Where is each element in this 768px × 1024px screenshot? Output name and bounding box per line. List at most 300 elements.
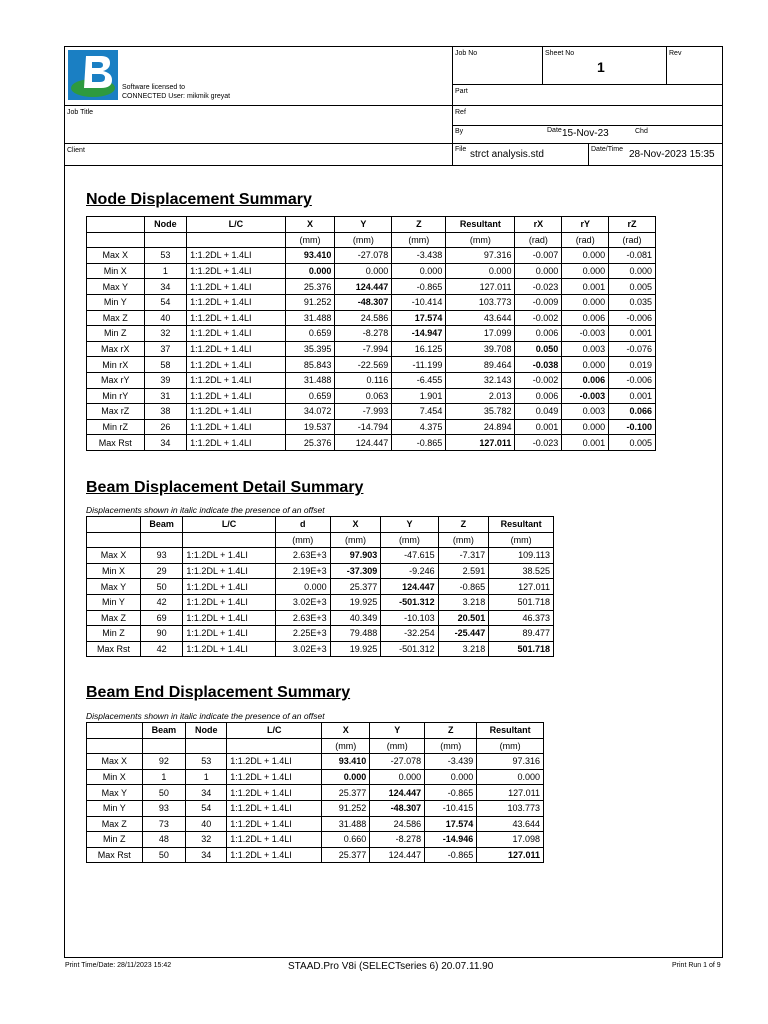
client-label: Client [67, 147, 85, 154]
table-cell: 39 [144, 372, 186, 388]
table-cell: 34 [186, 847, 227, 863]
table-cell: 29 [140, 563, 182, 579]
header-divider [542, 47, 543, 85]
table-cell: 1:1.2DL + 1.4LI [227, 785, 322, 801]
table-cell: -7.317 [438, 548, 489, 564]
row-label: Max Y [87, 785, 143, 801]
table-cell: 25.377 [322, 847, 370, 863]
table-cell: 16.125 [392, 341, 446, 357]
table-row [87, 548, 554, 564]
column-header: Resultant [489, 517, 554, 533]
row-label: Min X [87, 263, 145, 279]
column-header: Y [335, 217, 392, 233]
table-cell: -0.007 [515, 248, 562, 264]
row-label: Min rX [87, 357, 145, 373]
table-cell: 0.000 [562, 248, 609, 264]
table-cell: 0.050 [515, 341, 562, 357]
table-cell: 3.218 [438, 594, 489, 610]
table-cell: 0.001 [562, 279, 609, 295]
header-row [87, 517, 554, 533]
table-cell: 1:1.2DL + 1.4LI [187, 435, 286, 451]
table-row [87, 847, 544, 863]
table-cell: 54 [186, 800, 227, 816]
column-header: L/C [187, 217, 286, 233]
table-cell: 1 [144, 263, 186, 279]
unit-cell: (rad) [562, 232, 609, 248]
table-cell: 2.19E+3 [275, 563, 330, 579]
table-cell: 43.644 [477, 816, 544, 832]
table-cell: 43.644 [446, 310, 515, 326]
table-row [87, 594, 554, 610]
table-row [87, 341, 656, 357]
table-cell: -0.009 [515, 294, 562, 310]
table-row [87, 626, 554, 642]
unit-cell: (mm) [489, 532, 554, 548]
table-cell: 0.116 [335, 372, 392, 388]
table-row [87, 263, 656, 279]
unit-cell [144, 232, 186, 248]
table-cell: -0.038 [515, 357, 562, 373]
table-cell: 17.099 [446, 326, 515, 342]
table-cell: 1:1.2DL + 1.4LI [183, 548, 275, 564]
table-cell: 34 [144, 435, 186, 451]
unit-cell [186, 738, 227, 754]
table-cell: 1:1.2DL + 1.4LI [227, 769, 322, 785]
row-label: Min Z [87, 626, 141, 642]
unit-cell [87, 532, 141, 548]
table-row [87, 357, 656, 373]
table-cell: -25.447 [438, 626, 489, 642]
table-cell: 92 [142, 754, 186, 770]
table-cell: -7.994 [335, 341, 392, 357]
row-label: Max X [87, 248, 145, 264]
table-cell: -47.615 [381, 548, 438, 564]
table-cell: 1:1.2DL + 1.4LI [187, 263, 286, 279]
table-cell: 31 [144, 388, 186, 404]
table-cell: -0.002 [515, 310, 562, 326]
table-cell: 17.574 [392, 310, 446, 326]
column-header [87, 217, 145, 233]
unit-cell [87, 232, 145, 248]
header-row [87, 217, 656, 233]
table-cell: -0.865 [392, 279, 446, 295]
table-cell: -0.081 [609, 248, 656, 264]
table-cell: -14.947 [392, 326, 446, 342]
table-cell: 127.011 [446, 435, 515, 451]
chd-label: Chd [635, 128, 648, 135]
unit-cell: (mm) [477, 738, 544, 754]
table-cell: 3.02E+3 [275, 641, 330, 657]
table-cell: 2.013 [446, 388, 515, 404]
table-cell: -32.254 [381, 626, 438, 642]
table-cell: 0.000 [285, 263, 335, 279]
date-value: 15-Nov-23 [562, 128, 609, 139]
column-header: Z [392, 217, 446, 233]
table-cell: 0.005 [609, 279, 656, 295]
date-label: Date [547, 127, 562, 134]
table-cell: 54 [144, 294, 186, 310]
table-cell: 1:1.2DL + 1.4LI [227, 800, 322, 816]
table-cell: 1:1.2DL + 1.4LI [187, 294, 286, 310]
table-cell: 0.000 [562, 263, 609, 279]
table-cell: 50 [142, 785, 186, 801]
column-header: Z [425, 723, 477, 739]
row-label: Min Y [87, 294, 145, 310]
table-cell: 53 [144, 248, 186, 264]
table-cell: 89.477 [489, 626, 554, 642]
row-label: Min X [87, 563, 141, 579]
file-label: File [455, 146, 467, 153]
table-cell: 19.925 [330, 594, 381, 610]
column-header: X [285, 217, 335, 233]
unit-cell: (mm) [446, 232, 515, 248]
table-cell: 0.000 [425, 769, 477, 785]
table-cell: 79.488 [330, 626, 381, 642]
table-cell: 1:1.2DL + 1.4LI [187, 310, 286, 326]
table-cell: 1:1.2DL + 1.4LI [183, 641, 275, 657]
column-header: d [275, 517, 330, 533]
table-cell: -8.278 [335, 326, 392, 342]
table-cell: 1:1.2DL + 1.4LI [183, 594, 275, 610]
table-cell: 0.006 [515, 326, 562, 342]
table-cell: 69 [140, 610, 182, 626]
header-divider [65, 143, 722, 144]
bentley-logo-icon [68, 50, 118, 100]
unit-cell: (mm) [330, 532, 381, 548]
job-no-label: Job No [455, 50, 478, 57]
row-label: Max rZ [87, 404, 145, 420]
table-row [87, 326, 656, 342]
table-cell: 31.488 [285, 310, 335, 326]
row-label: Min Z [87, 326, 145, 342]
table-cell: 1:1.2DL + 1.4LI [227, 832, 322, 848]
table-cell: 0.000 [515, 263, 562, 279]
table-cell: 127.011 [489, 579, 554, 595]
table-cell: 501.718 [489, 641, 554, 657]
table-cell: 2.25E+3 [275, 626, 330, 642]
row-label: Max rX [87, 341, 145, 357]
table-cell: 32.143 [446, 372, 515, 388]
table-cell: -0.023 [515, 279, 562, 295]
table-cell: 0.006 [562, 372, 609, 388]
table-cell: 1:1.2DL + 1.4LI [187, 419, 286, 435]
sheet-no-value: 1 [597, 59, 605, 75]
table-cell: 38.525 [489, 563, 554, 579]
table-cell: 0.049 [515, 404, 562, 420]
header-divider [452, 125, 722, 126]
row-label: Min rY [87, 388, 145, 404]
table-row [87, 610, 554, 626]
table-cell: 93.410 [322, 754, 370, 770]
table-cell: 32 [186, 832, 227, 848]
unit-cell: (mm) [322, 738, 370, 754]
row-label: Min rZ [87, 419, 145, 435]
column-header: Z [438, 517, 489, 533]
table-cell: -14.794 [335, 419, 392, 435]
column-header [87, 723, 143, 739]
table-cell: 0.000 [562, 357, 609, 373]
table-cell: 19.925 [330, 641, 381, 657]
table-cell: -0.006 [609, 310, 656, 326]
table-cell: 24.894 [446, 419, 515, 435]
header-divider [588, 143, 589, 165]
table-cell: 103.773 [477, 800, 544, 816]
row-label: Max Rst [87, 435, 145, 451]
table-cell: 0.001 [609, 388, 656, 404]
row-label: Max Z [87, 816, 143, 832]
report-page [64, 46, 723, 958]
table-cell: 3.02E+3 [275, 594, 330, 610]
table-cell: 93 [140, 548, 182, 564]
table-cell: 127.011 [477, 785, 544, 801]
column-header: X [330, 517, 381, 533]
rev-label: Rev [669, 50, 682, 57]
table-cell: 1:1.2DL + 1.4LI [183, 626, 275, 642]
table-cell: -9.246 [381, 563, 438, 579]
table-cell: 0.006 [515, 388, 562, 404]
table-cell: 90 [140, 626, 182, 642]
table-cell: 2.63E+3 [275, 548, 330, 564]
table-cell: -7.993 [335, 404, 392, 420]
table-row [87, 310, 656, 326]
table-cell: 93 [142, 800, 186, 816]
table-cell: 48 [142, 832, 186, 848]
table-cell: -0.003 [562, 326, 609, 342]
unit-cell: (mm) [392, 232, 446, 248]
job-title-label: Job Title [67, 109, 94, 116]
table-cell: 97.316 [446, 248, 515, 264]
table-cell: 0.659 [285, 326, 335, 342]
column-header: Resultant [446, 217, 515, 233]
table-cell: 91.252 [322, 800, 370, 816]
table-cell: 1:1.2DL + 1.4LI [187, 388, 286, 404]
table-cell: 1 [142, 769, 186, 785]
table-cell: 32 [144, 326, 186, 342]
table-cell: 46.373 [489, 610, 554, 626]
unit-cell [183, 532, 275, 548]
table-cell: 1:1.2DL + 1.4LI [187, 341, 286, 357]
unit-cell: (mm) [275, 532, 330, 548]
table-cell: 1.901 [392, 388, 446, 404]
table-cell: 1:1.2DL + 1.4LI [183, 610, 275, 626]
row-label: Max Rst [87, 847, 143, 863]
table-cell: 0.001 [562, 435, 609, 451]
table-cell: 1:1.2DL + 1.4LI [183, 579, 275, 595]
unit-cell: (mm) [425, 738, 477, 754]
table-cell: 24.586 [370, 816, 425, 832]
table-row [87, 800, 544, 816]
beam-detail-title: Beam Displacement Detail Summary [86, 479, 364, 496]
table-cell: 40 [144, 310, 186, 326]
table-cell: 19.537 [285, 419, 335, 435]
part-label: Part [455, 88, 468, 95]
table-cell: 109.113 [489, 548, 554, 564]
table-cell: 127.011 [477, 847, 544, 863]
table-row [87, 248, 656, 264]
table-cell: -48.307 [335, 294, 392, 310]
unit-cell: (mm) [335, 232, 392, 248]
unit-cell: (mm) [370, 738, 425, 754]
table-cell: 34 [186, 785, 227, 801]
table-cell: -48.307 [370, 800, 425, 816]
table-cell: 124.447 [370, 847, 425, 863]
table-cell: -8.278 [370, 832, 425, 848]
datetime-value: 28-Nov-2023 15:35 [629, 149, 715, 160]
table-cell: 34 [144, 279, 186, 295]
node-summary-title: Node Displacement Summary [86, 191, 312, 208]
table-cell: 0.659 [285, 388, 335, 404]
table-cell: 0.001 [515, 419, 562, 435]
table-cell: 31.488 [285, 372, 335, 388]
table-cell: -27.078 [335, 248, 392, 264]
table-cell: 31.488 [322, 816, 370, 832]
row-label: Min Y [87, 800, 143, 816]
header-divider [65, 165, 722, 166]
table-cell: 34.072 [285, 404, 335, 420]
datetime-label: Date/Time [591, 146, 624, 153]
table-row [87, 372, 656, 388]
table-row [87, 785, 544, 801]
table-cell: 42 [140, 641, 182, 657]
table-cell: -3.439 [425, 754, 477, 770]
table-cell: 124.447 [370, 785, 425, 801]
table-cell: 0.000 [609, 263, 656, 279]
table-cell: 0.000 [562, 294, 609, 310]
table-cell: 0.000 [392, 263, 446, 279]
units-row [87, 532, 554, 548]
table-cell: 25.377 [322, 785, 370, 801]
table-cell: 0.019 [609, 357, 656, 373]
table-row [87, 641, 554, 657]
column-header: Beam [142, 723, 186, 739]
print-run: Print Run 1 of 9 [672, 962, 721, 969]
table-cell: 73 [142, 816, 186, 832]
table-cell: 1:1.2DL + 1.4LI [187, 279, 286, 295]
table-cell: 0.000 [322, 769, 370, 785]
table-row [87, 279, 656, 295]
column-header: rZ [609, 217, 656, 233]
column-header: Node [186, 723, 227, 739]
row-label: Max rY [87, 372, 145, 388]
row-label: Max Z [87, 610, 141, 626]
table-cell: 1:1.2DL + 1.4LI [187, 372, 286, 388]
table-cell: 0.000 [275, 579, 330, 595]
table-row [87, 579, 554, 595]
table-cell: 0.003 [562, 341, 609, 357]
table-cell: 0.066 [609, 404, 656, 420]
row-label: Max Y [87, 579, 141, 595]
table-cell: 39.708 [446, 341, 515, 357]
row-label: Max Y [87, 279, 145, 295]
table-cell: 2.591 [438, 563, 489, 579]
table-cell: 124.447 [335, 279, 392, 295]
table-cell: -10.414 [392, 294, 446, 310]
table-cell: 26 [144, 419, 186, 435]
table-cell: -11.199 [392, 357, 446, 373]
table-row [87, 435, 656, 451]
table-cell: 50 [140, 579, 182, 595]
report-header [65, 47, 722, 167]
table-cell: 97.903 [330, 548, 381, 564]
unit-cell: (mm) [438, 532, 489, 548]
table-cell: -22.569 [335, 357, 392, 373]
table-row [87, 294, 656, 310]
table-cell: -27.078 [370, 754, 425, 770]
table-cell: 124.447 [335, 435, 392, 451]
beam-end-note: Displacements shown in italic indicate the presence of an offset [86, 711, 325, 721]
table-cell: 35.395 [285, 341, 335, 357]
table-cell: 103.773 [446, 294, 515, 310]
table-row [87, 832, 544, 848]
column-header: rX [515, 217, 562, 233]
table-cell: 4.375 [392, 419, 446, 435]
table-cell: 93.410 [285, 248, 335, 264]
column-header: Node [144, 217, 186, 233]
table-cell: 124.447 [381, 579, 438, 595]
column-header: Y [381, 517, 438, 533]
table-cell: 501.718 [489, 594, 554, 610]
table-cell: 38 [144, 404, 186, 420]
table-cell: -501.312 [381, 641, 438, 657]
table-cell: 0.063 [335, 388, 392, 404]
header-row [87, 723, 544, 739]
header-divider [65, 105, 722, 106]
table-cell: -0.865 [392, 435, 446, 451]
header-divider [452, 84, 722, 85]
column-header: Resultant [477, 723, 544, 739]
table-cell: 0.000 [335, 263, 392, 279]
table-cell: 20.501 [438, 610, 489, 626]
table-cell: -0.865 [425, 847, 477, 863]
table-cell: 42 [140, 594, 182, 610]
table-cell: 53 [186, 754, 227, 770]
row-label: Max X [87, 548, 141, 564]
ref-label: Ref [455, 109, 466, 116]
table-cell: -0.002 [515, 372, 562, 388]
row-label: Min Z [87, 832, 143, 848]
table-cell: 0.003 [562, 404, 609, 420]
table-cell: -14.946 [425, 832, 477, 848]
table-row [87, 769, 544, 785]
column-header [87, 517, 141, 533]
table-cell: 3.218 [438, 641, 489, 657]
table-cell: 17.574 [425, 816, 477, 832]
unit-cell [140, 532, 182, 548]
table-cell: -501.312 [381, 594, 438, 610]
beam-detail-table [86, 516, 554, 657]
table-cell: 1:1.2DL + 1.4LI [187, 326, 286, 342]
table-cell: 127.011 [446, 279, 515, 295]
table-cell: -0.003 [562, 388, 609, 404]
table-row [87, 754, 544, 770]
file-value: strct analysis.std [470, 149, 544, 160]
unit-cell: (mm) [381, 532, 438, 548]
beam-end-table [86, 722, 544, 863]
table-cell: 35.782 [446, 404, 515, 420]
license-line-1: Software licensed to [122, 84, 186, 91]
beam-end-title: Beam End Displacement Summary [86, 684, 351, 701]
table-cell: 91.252 [285, 294, 335, 310]
unit-cell: (rad) [609, 232, 656, 248]
table-cell: 0.000 [562, 419, 609, 435]
unit-cell [187, 232, 286, 248]
column-header: X [322, 723, 370, 739]
table-cell: -0.865 [425, 785, 477, 801]
sheet-no-label: Sheet No [545, 50, 575, 57]
table-cell: 0.035 [609, 294, 656, 310]
table-cell: 1:1.2DL + 1.4LI [227, 754, 322, 770]
table-cell: 0.000 [446, 263, 515, 279]
